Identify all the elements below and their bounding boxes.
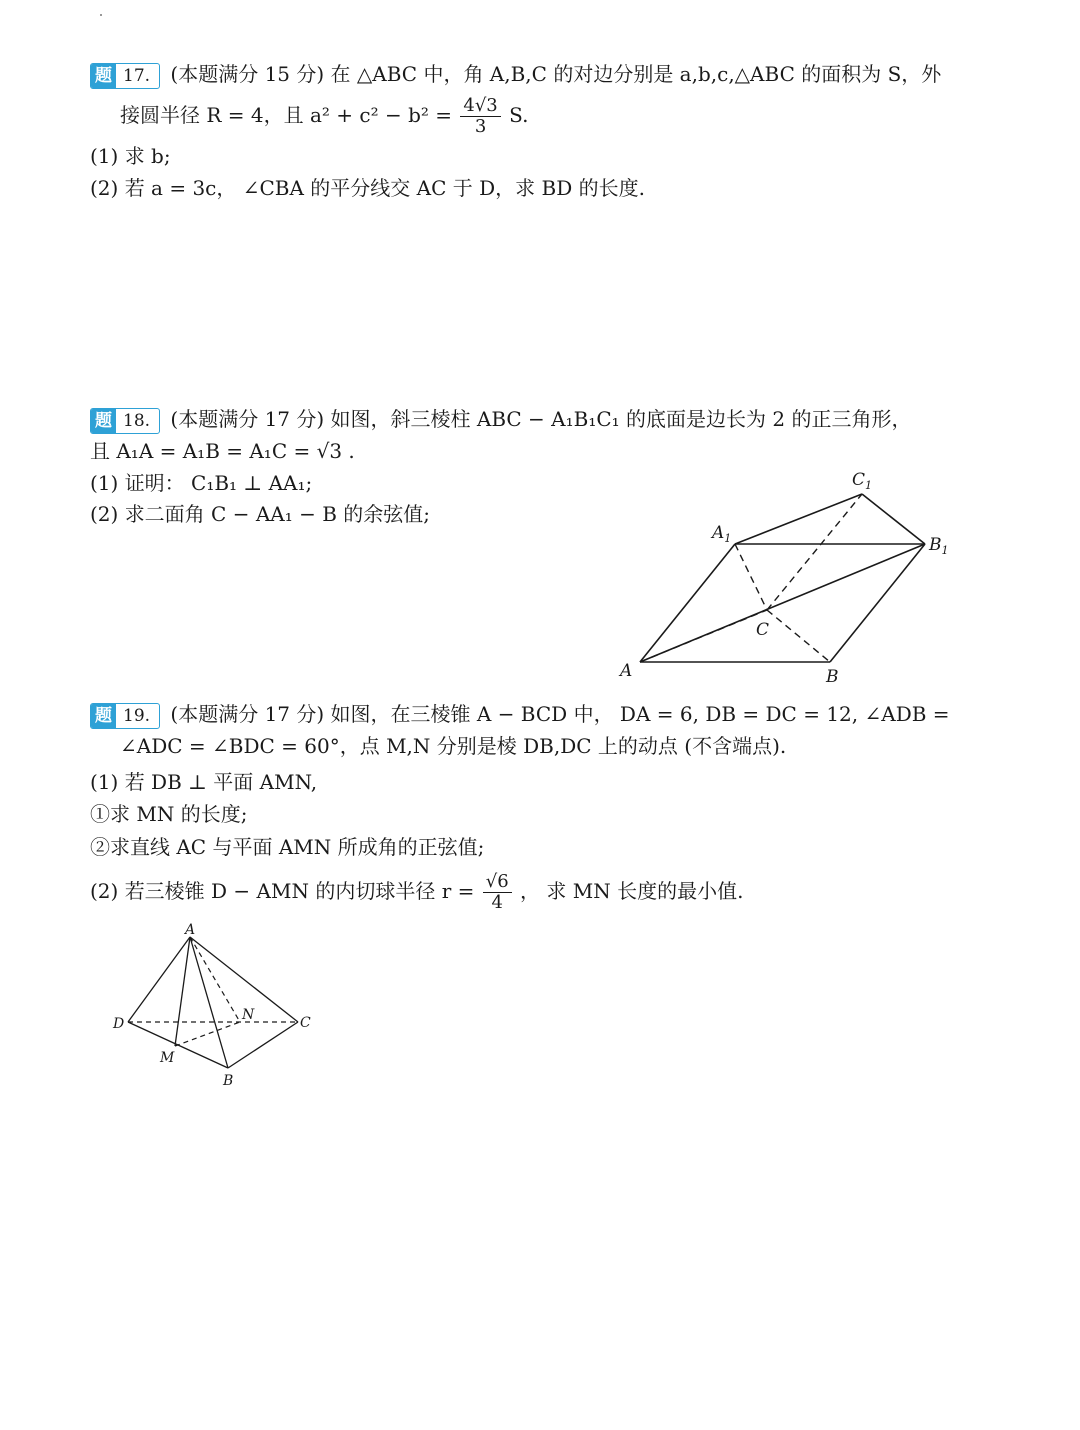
q19-line2: ∠ADC = ∠BDC = 60°，点 M,N 分别是棱 DB,DC 上的动点 (不含端点). [120, 734, 787, 758]
diag-AB1 [640, 544, 925, 662]
edge-AM [175, 937, 190, 1046]
q19-sub1: ①求 MN 的长度; [90, 802, 248, 826]
q17-number: 17. [123, 65, 151, 86]
edge-AB [190, 937, 228, 1068]
q19-number: 19. [123, 705, 151, 726]
q17-badge-label: 题 [91, 64, 116, 88]
edge-AA1 [640, 544, 735, 662]
edge-MN [175, 1022, 240, 1046]
q17-line1 [90, 60, 941, 89]
q18-part2: (2) 求二面角 C − AA₁ − B 的余弦值; [90, 502, 430, 526]
scan-speck [100, 14, 102, 16]
q18-part1: (1) 证明： C₁B₁ ⊥ AA₁; [90, 471, 313, 495]
q19-stem-line1: (本题满分 17 分) 如图，在三棱锥 A − BCD 中， DA = 6, DB = DC = 12, ∠ADB = [170, 702, 950, 726]
q17-part2: (2) 若 a = 3c， ∠CBA 的平分线交 AC 于 D，求 BD 的长度. [90, 176, 645, 200]
edge-A1C1 [735, 494, 862, 544]
edge-B1C1 [862, 494, 925, 544]
q17-frac-num: 4√3 [460, 96, 500, 117]
q19-part2 [90, 872, 743, 913]
edge-BC [228, 1022, 298, 1068]
q17-line2 [120, 96, 528, 137]
edge-AN [190, 937, 240, 1022]
label-B: B [826, 667, 839, 687]
label-C: C [300, 1015, 311, 1031]
q19-part2-after: ， 求 MN 长度的最小值. [520, 879, 744, 903]
label-A: A [620, 661, 633, 681]
label-N: N [242, 1007, 255, 1023]
q18-number: 18. [123, 410, 151, 431]
label-M: M [160, 1050, 175, 1066]
q17-stem-line1: (本题满分 15 分) 在 △ABC 中，角 A,B,C 的对边分别是 a,b,c,△ABC 的面积为 S，外 [170, 62, 942, 86]
q19-badge-label: 题 [91, 704, 116, 728]
q18-line2: 且 A₁A = A₁B = A₁C = √3 . [90, 439, 355, 463]
edge-CC1 [767, 494, 862, 610]
q19-frac-num: √6 [483, 872, 512, 893]
q19-badge [90, 703, 160, 729]
q17-frac-den: 3 [474, 116, 487, 137]
q19-line1 [90, 700, 950, 729]
q19-sub2: ②求直线 AC 与平面 AMN 所成角的正弦值; [90, 835, 485, 859]
label-B: B [223, 1073, 234, 1089]
label-C: C [756, 620, 770, 640]
q17-fraction [460, 96, 500, 137]
q17-part1: (1) 求 b; [90, 144, 171, 168]
q19-fraction [483, 872, 512, 913]
label-C1: $C_1$ [852, 470, 873, 492]
label-A1: $A_1$ [712, 523, 732, 545]
q19-pyramid-figure [100, 915, 330, 1095]
q18-line1 [90, 405, 911, 434]
q17-stem-line2-before: 接圆半径 R = 4，且 a² + c² − b² = [120, 103, 453, 127]
edge-BB1 [830, 544, 925, 662]
edge-A1C [735, 544, 767, 610]
edge-BC [767, 610, 830, 662]
q19-pyramid-svg [100, 915, 330, 1095]
q17-stem-line2-after: S. [509, 103, 529, 127]
label-B1: $B_1$ [929, 535, 949, 557]
q18-prism-svg [600, 460, 980, 690]
label-A: A [185, 922, 196, 938]
q18-stem-line1: (本题满分 17 分) 如图，斜三棱柱 ABC − A₁B₁C₁ 的底面是边长为 2 的正三角形， [170, 407, 912, 431]
q18-prism-figure [600, 460, 980, 690]
label-D: D [113, 1016, 125, 1032]
q19-part2-before: (2) 若三棱锥 D − AMN 的内切球半径 r = [90, 879, 475, 903]
q18-badge [90, 408, 160, 434]
q17-badge [90, 63, 160, 89]
q19-part1: (1) 若 DB ⊥ 平面 AMN, [90, 770, 318, 794]
q19-frac-den: 4 [491, 892, 503, 913]
q18-badge-label: 题 [91, 409, 116, 433]
